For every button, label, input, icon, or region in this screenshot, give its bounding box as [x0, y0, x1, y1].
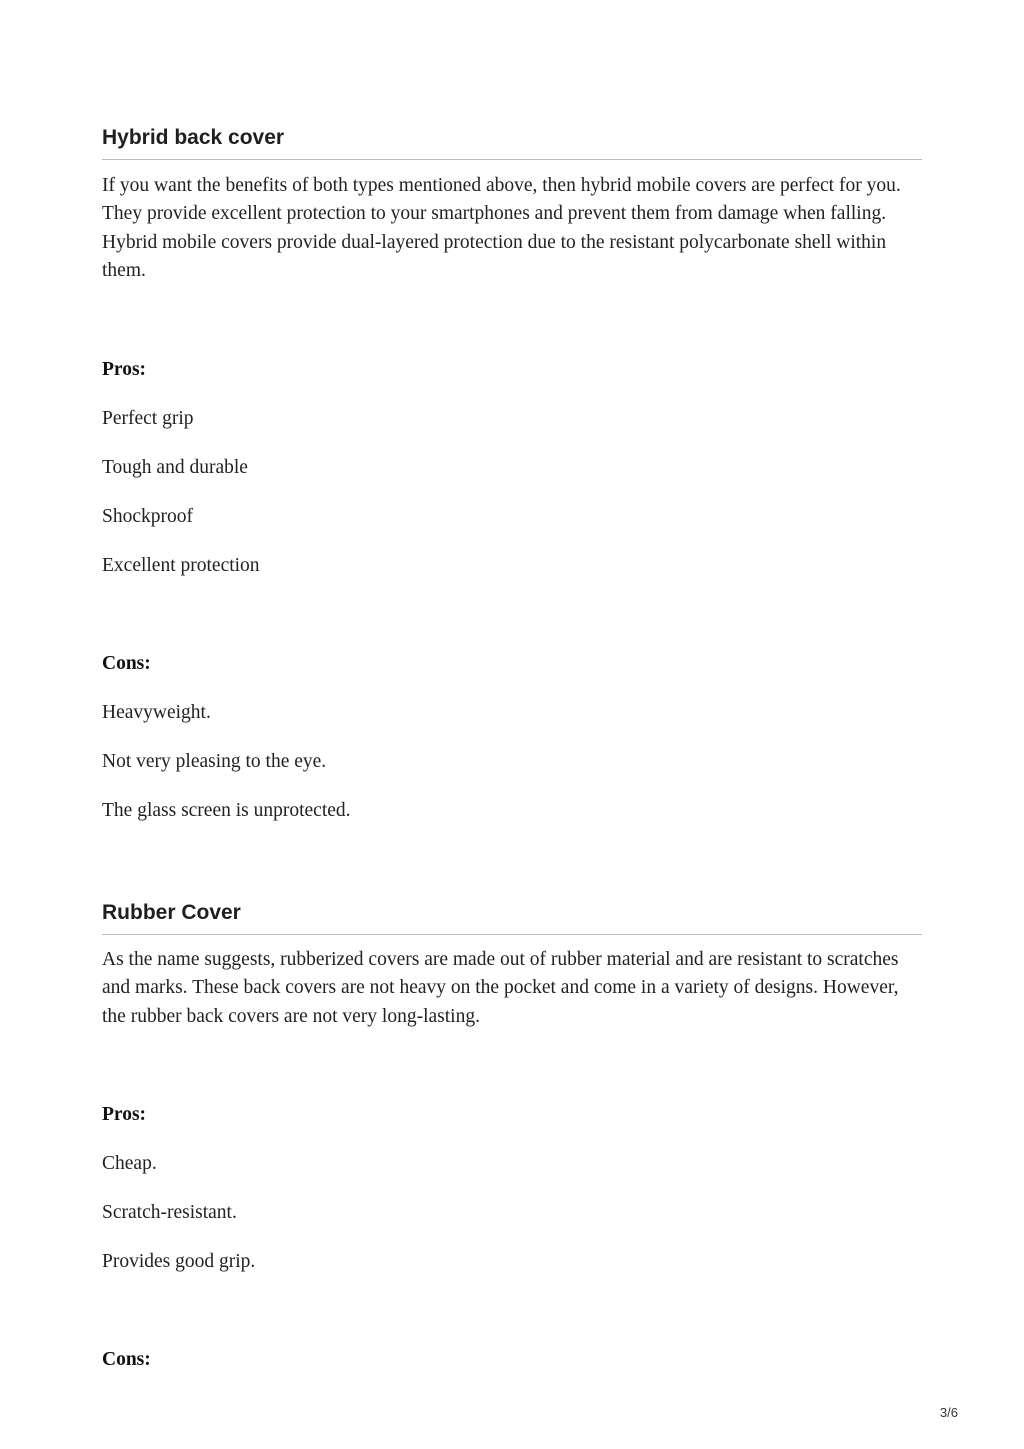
section-description-rubber: As the name suggests, rubberized covers are made out of rubber material and are resistant to scratches and marks. These back covers are not heavy on the pocket and come in a variety of designs. However, the rubber back covers are not very long-lasting.	[102, 949, 899, 1027]
pros-label-rubber: Pros:	[102, 1104, 147, 1125]
section-title-hybrid: Hybrid back cover	[102, 125, 922, 160]
pros-item: Shockproof	[102, 506, 193, 527]
pros-item: Cheap.	[102, 1153, 157, 1174]
pros-item: Provides good grip.	[102, 1251, 256, 1272]
page-number: 3/6	[939, 1405, 958, 1420]
pros-item: Tough and durable	[102, 457, 248, 478]
cons-label-rubber: Cons:	[102, 1349, 151, 1370]
pros-item: Perfect grip	[102, 408, 194, 429]
cons-label-hybrid: Cons:	[102, 653, 151, 674]
cons-item: Heavyweight.	[102, 702, 211, 723]
pros-label-hybrid: Pros:	[102, 359, 147, 380]
cons-item: Not very pleasing to the eye.	[102, 751, 327, 772]
section-description-hybrid: If you want the benefits of both types mentioned above, then hybrid mobile covers are perfect for you. They provide excellent protection to your smartphones and prevent them from damage when falling. Hybrid mobile covers provide dual-layered protection due to the resistant polycarbonate shell within them.	[102, 175, 901, 281]
pros-item: Excellent protection	[102, 555, 260, 576]
pros-item: Scratch-resistant.	[102, 1202, 237, 1223]
cons-item: The glass screen is unprotected.	[102, 800, 351, 821]
section-title-rubber: Rubber Cover	[102, 900, 922, 935]
